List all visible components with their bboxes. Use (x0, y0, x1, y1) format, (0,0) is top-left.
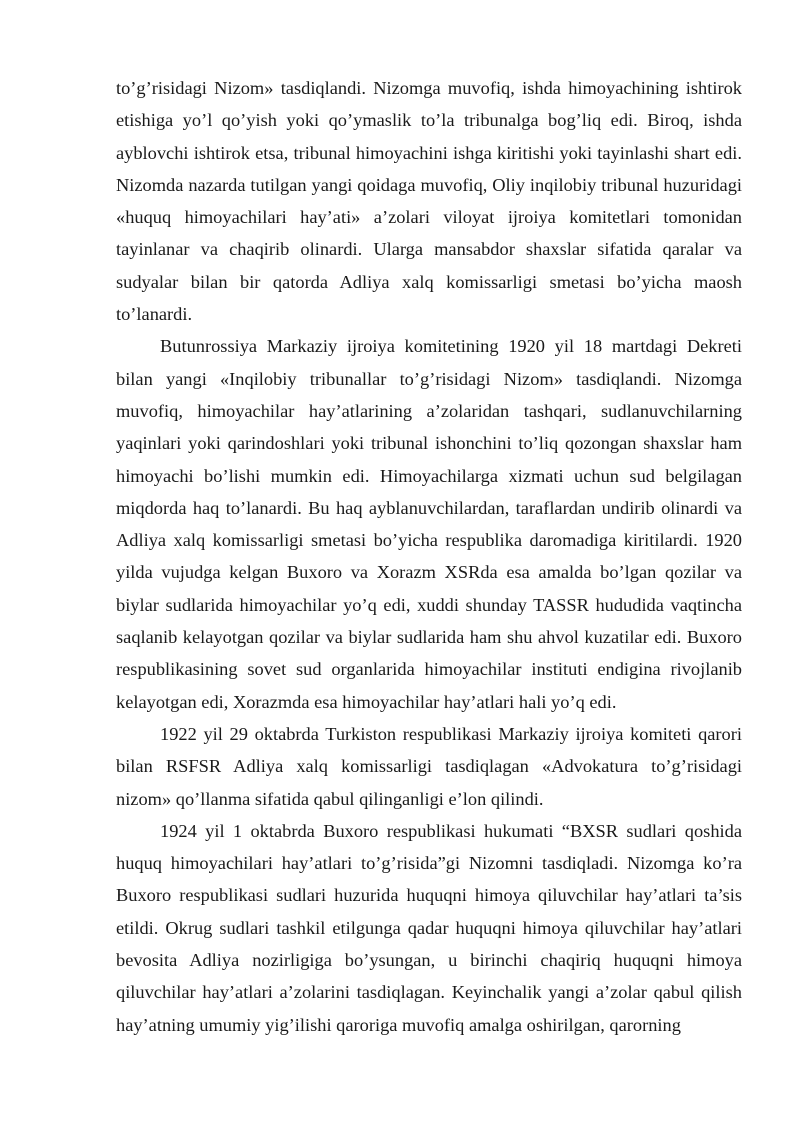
paragraph-1: to’g’risidagi Nizom» tasdiqlandi. Nizomga muvofiq, ishda himoyachining ishtirok etishiga yo’l qo’yish yoki qo’ymaslik to’la tribunalga bog’liq edi. Biroq, ishda ayblovchi ishtirok etsa, tribunal himoyachini ishga kiritishi yoki tayinlashi shart edi. Nizomda nazarda tutilgan yangi qoidaga muvofiq, Oliy inqilobiy tribunal huzuridagi «huquq himoyachilari hay’ati» a’zolari viloyat ijroiya komitetlari tomonidan tayinlanar va chaqirib olinardi. Ularga mansabdor shaxslar sifatida qaralar va sudyalar bilan bir qatorda Adliya xalq komissarligi smetasi bo’yicha maosh to’lanardi. (116, 78, 742, 325)
paragraph-3: 1922 yil 29 oktabrda Turkiston respublikasi Markaziy ijroiya komiteti qarori bilan RSFSR Adliya xalq komissarligi tasdiqlagan «Advokatura to’g’risidagi nizom» qo’llanma sifatida qabul qilinganligi e’lon qilindi. (116, 723, 742, 809)
paragraph-2: Butunrossiya Markaziy ijroiya komitetining 1920 yil 18 martdagi Dekreti bilan yangi «Inqilobiy tribunallar to’g’risidagi Nizom» tasdiqlandi. Nizomga muvofiq, himoyachilar hay’atlarining a’zolaridan tashqari, sudlanuvchilarning yaqinlari yoki qarindoshlari yoki tribunal ishonchini to’liq qozongan shaxslar ham himoyachi bo’lishi mumkin edi. Himoyachilarga xizmati uchun sud belgilagan miqdorda haq to’lanardi. Bu haq ayblanuvchilardan, taraflardan undirib olinardi va Adliya xalq komissarligi smetasi bo’yicha respublika daromadiga kiritilardi. 1920 yilda vujudga kelgan Buxoro va Xorazm XSRda esa amalda bo’lgan qozilar va biylar sudlarida himoyachilar yo’q edi, xuddi shunday TASSR hududida vaqtincha saqlanib kelayotgan qozilar va biylar sudlarida ham shu ahvol kuzatilar edi. Buxoro respublikasining sovet sud organlarida himoyachilar instituti endigina rivojlanib kelayotgan edi, Xorazmda esa himoyachilar hay’atlari hali yo’q edi. (116, 336, 742, 712)
document-page (116, 72, 742, 1041)
paragraph-4: 1924 yil 1 oktabrda Buxoro respublikasi hukumati “BXSR sudlari qoshida huquq himoyachilari hay’atlari to’g’risida”gi Nizomni tasdiqladi. Nizomga ko’ra Buxoro respublikasi sudlari huzurida huquqni himoya qiluvchilar hay’atlari ta’sis etildi. Okrug sudlari tashkil etilgunga qadar huquqni himoya qiluvchilar hay’atlari bevosita Adliya nozirligiga bo’ysungan, u birinchi chaqiriq huquqni himoya qiluvchilar hay’atlari a’zolarini tasdiqlagan. Keyinchalik yangi a’zolar qabul qilish hay’atning umumiy yig’ilishi qaroriga muvofiq amalga oshirilgan, qarorning (116, 820, 742, 1035)
